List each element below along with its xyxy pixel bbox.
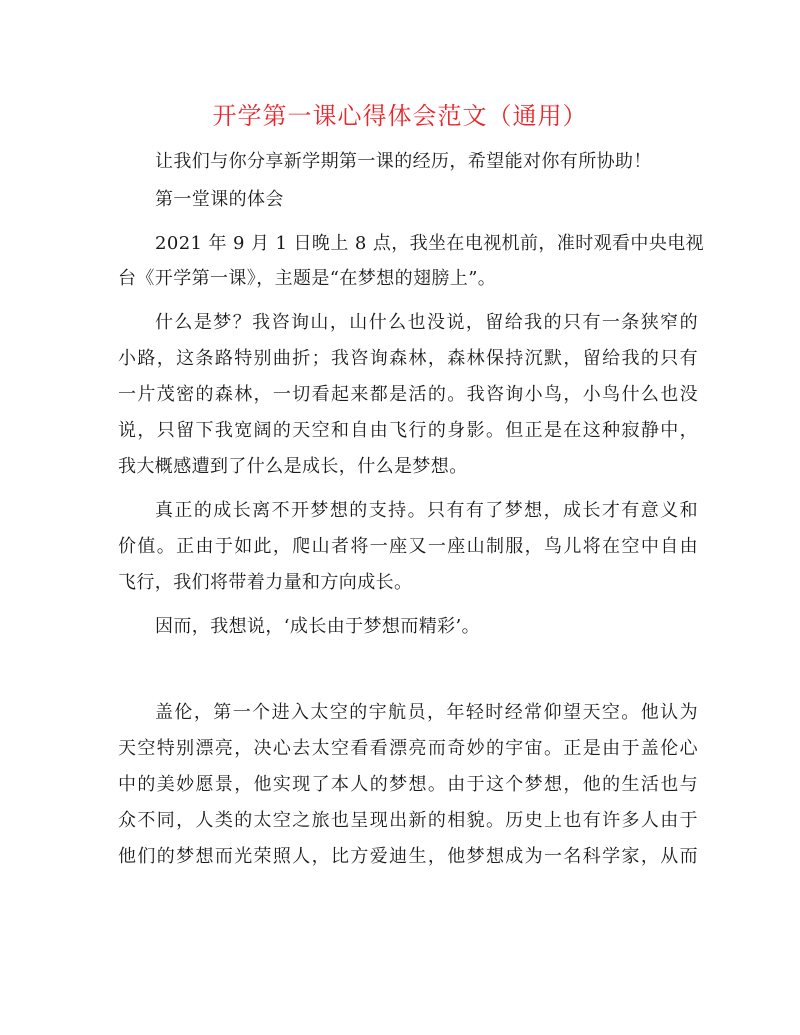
paragraph-line: 真正的成长离不开梦想的支持。只有有了梦想，成长才有意义和 xyxy=(155,500,698,521)
paragraph-line: 小路，这条路特别曲折；我咨询森林，森林保持沉默，留给我的只有 xyxy=(118,348,698,369)
paragraph-line: 飞行，我们将带着力量和方向成长。 xyxy=(118,572,413,593)
paragraph-line: 台《开学第一课》，主题是“在梦想的翅膀上”。 xyxy=(118,268,497,289)
paragraph-line: 盖伦，第一个进入太空的宇航员，年轻时经常仰望天空。他认为 xyxy=(155,702,698,723)
paragraph-line: 说，只留下我宽阔的天空和自由飞行的身影。但正是在这种寂静中， xyxy=(118,420,698,441)
paragraph-line: 我大概感遭到了什么是成长，什么是梦想。 xyxy=(118,456,468,477)
paragraph-line: 一片茂密的森林，一切看起来都是活的。我咨询小鸟，小鸟什么也没 xyxy=(118,384,698,405)
section-heading: 第一堂课的体会 xyxy=(155,189,284,210)
paragraph-line: 价值。正由于如此，爬山者将一座又一座山制服，鸟儿将在空中自由 xyxy=(118,536,698,557)
paragraph-line: 2021 年 9 月 1 日晚上 8 点，我坐在电视机前，准时观看中央电视 xyxy=(155,233,705,254)
paragraph-line: 中的美妙愿景，他实现了本人的梦想。由于这个梦想，他的生活也与 xyxy=(118,774,698,795)
paragraph-line: 因而，我想说，‘成长由于梦想而精彩’。 xyxy=(155,616,481,637)
paragraph-line: 天空特别漂亮，决心去太空看看漂亮而奇妙的宇宙。正是由于盖伦心 xyxy=(118,738,698,759)
paragraph-line: 什么是梦？我咨询山，山什么也没说，留给我的只有一条狭窄的 xyxy=(155,312,698,333)
document-title: 开学第一课心得体会范文（通用） xyxy=(212,102,588,130)
paragraph-line: 众不同，人类的太空之旅也呈现出新的相貌。历史上也有许多人由于 xyxy=(118,810,698,831)
intro-line: 让我们与你分享新学期第一课的经历，希望能对你有所协助！ xyxy=(155,151,652,172)
paragraph-line: 他们的梦想而光荣照人，比方爱迪生，他梦想成为一名科学家，从而 xyxy=(118,846,698,867)
